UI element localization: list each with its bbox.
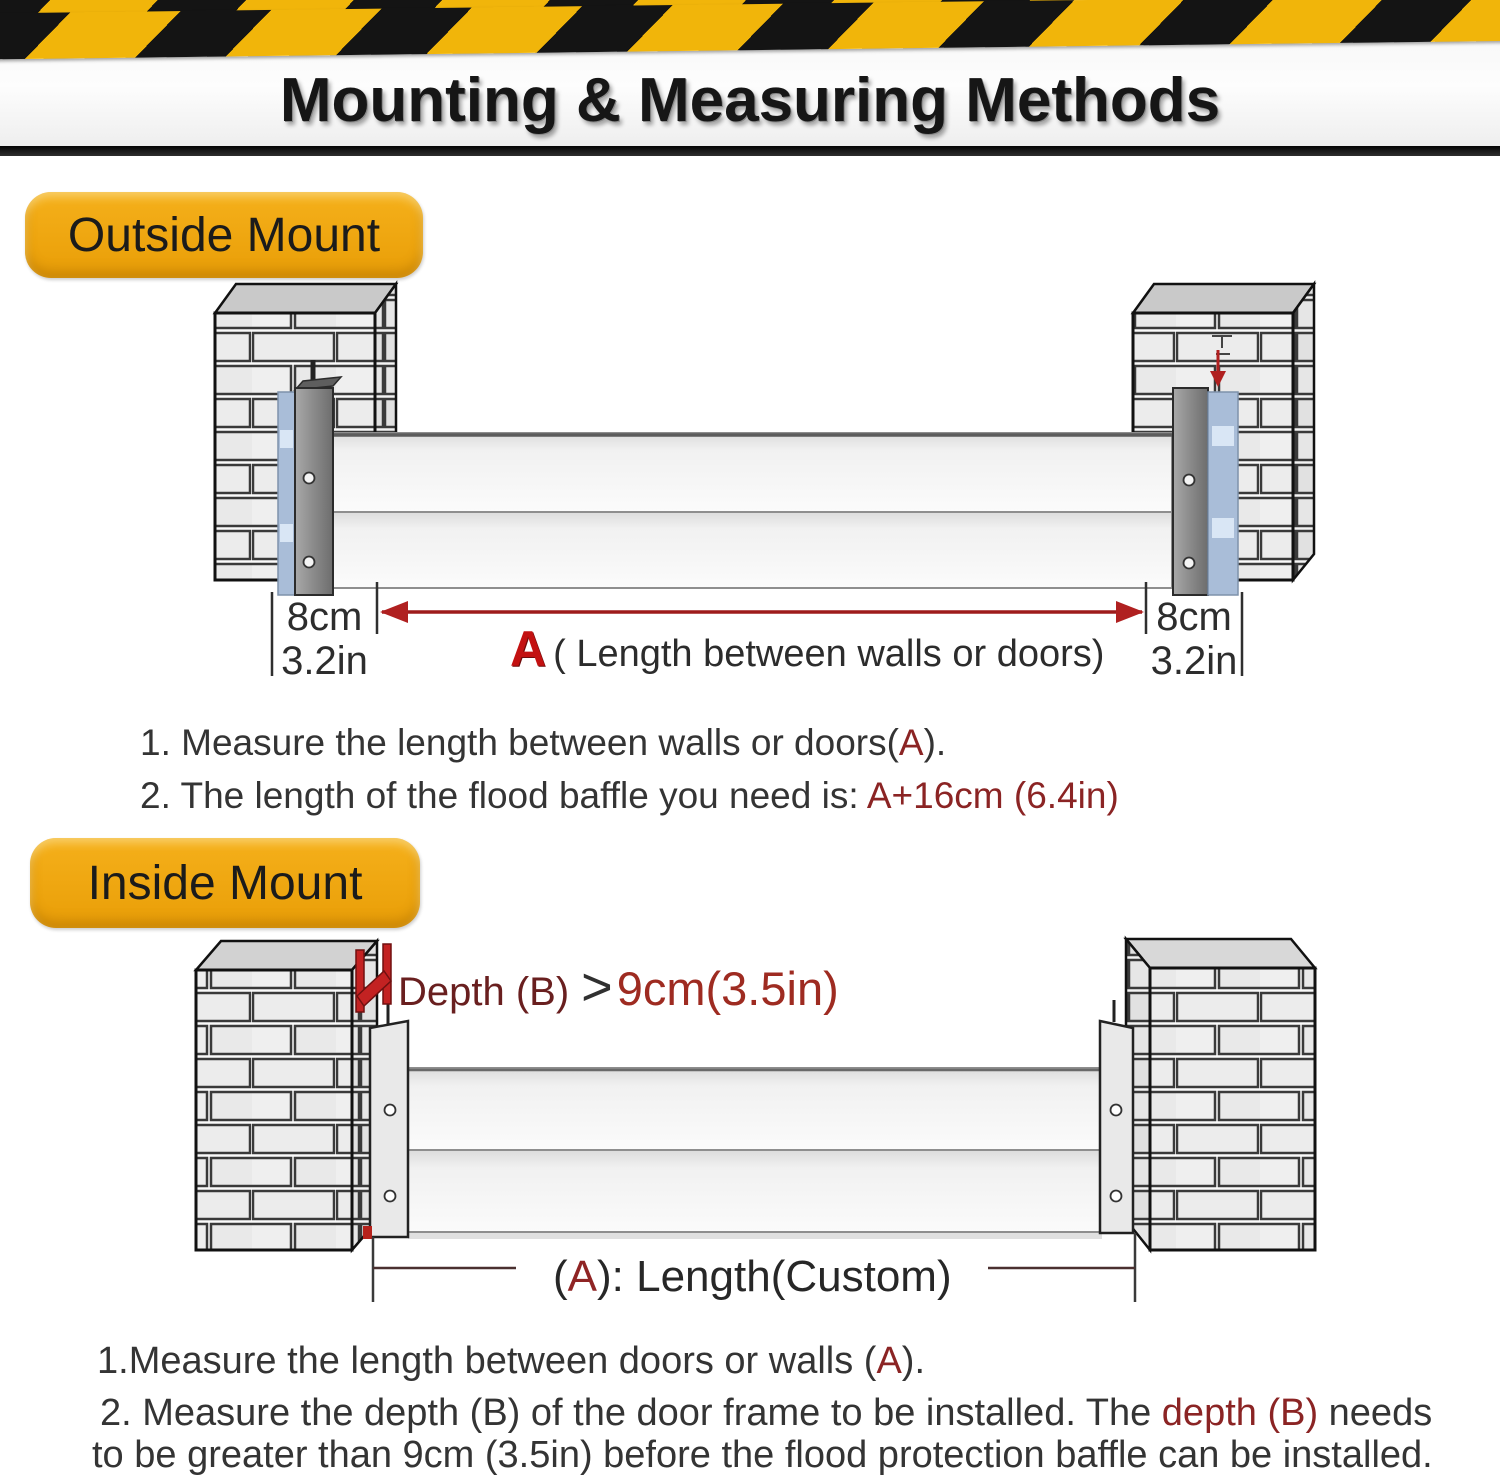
inside-left-bracket: [363, 1021, 408, 1239]
inside-left-pillar: [196, 941, 377, 1250]
barrier-ground-shadow: [408, 1233, 1102, 1239]
inside-step-2-line-2: to be greater than 9cm (3.5in) before the flood protection baffle can be installed.: [92, 1434, 1433, 1475]
header-divider-bar: [0, 146, 1500, 156]
length-custom-label: (A): Length(Custom): [553, 1252, 952, 1301]
outside-left-seal-strip: [278, 392, 295, 595]
outside-flood-barrier: [333, 433, 1172, 588]
screw-hole: [1184, 475, 1195, 486]
outside-right-seal-strip: [1208, 392, 1238, 595]
inside-mount-badge: [30, 838, 420, 928]
depth-b-label: Depth (B) > 9cm(3.5in): [398, 957, 839, 1017]
inside-step-2-line-1: 2. Measure the depth (B) of the door frame to be installed. The depth (B) needs: [100, 1392, 1433, 1434]
outside-mount-steps: [140, 716, 1119, 822]
inside-right-pillar: [1126, 939, 1315, 1250]
left-offset-cm-label: 8cm: [286, 595, 363, 639]
outside-right-bracket: [1173, 388, 1208, 595]
screw-hole: [304, 473, 315, 484]
inside-flood-barrier: [408, 1068, 1102, 1239]
length-a-text: ( Length between walls or doors): [553, 633, 1105, 675]
outside-step-2: 2. The length of the flood baffle you need is: A+16cm (6.4in): [140, 775, 1119, 816]
right-offset-inch-label: 3.2in: [1150, 639, 1238, 683]
outside-step-1: 1. Measure the length between walls or doors(A).: [140, 722, 947, 763]
outside-mount-badge-label: Outside Mount: [67, 208, 381, 262]
screw-hole: [1111, 1105, 1122, 1116]
length-a-letter: A: [510, 621, 547, 677]
seal-mark: [363, 1226, 372, 1239]
inside-right-bracket: [1100, 1000, 1133, 1233]
outside-mount-badge: [25, 192, 423, 278]
length-a-label: [510, 620, 1104, 678]
right-offset-cm-label: 8cm: [1156, 595, 1232, 639]
header-board: [0, 0, 1500, 156]
screw-hole: [385, 1105, 396, 1116]
screw-hole: [1184, 558, 1195, 569]
inside-mount-badge-label: Inside Mount: [87, 856, 363, 910]
screw-hole: [385, 1191, 396, 1202]
screw-hole: [1111, 1191, 1122, 1202]
page-title: Mounting & Measuring Methods: [279, 66, 1221, 135]
left-offset-inch-label: 3.2in: [281, 639, 368, 683]
inside-step-1: 1.Measure the length between doors or walls (A).: [97, 1340, 926, 1382]
screw-hole: [304, 557, 315, 568]
